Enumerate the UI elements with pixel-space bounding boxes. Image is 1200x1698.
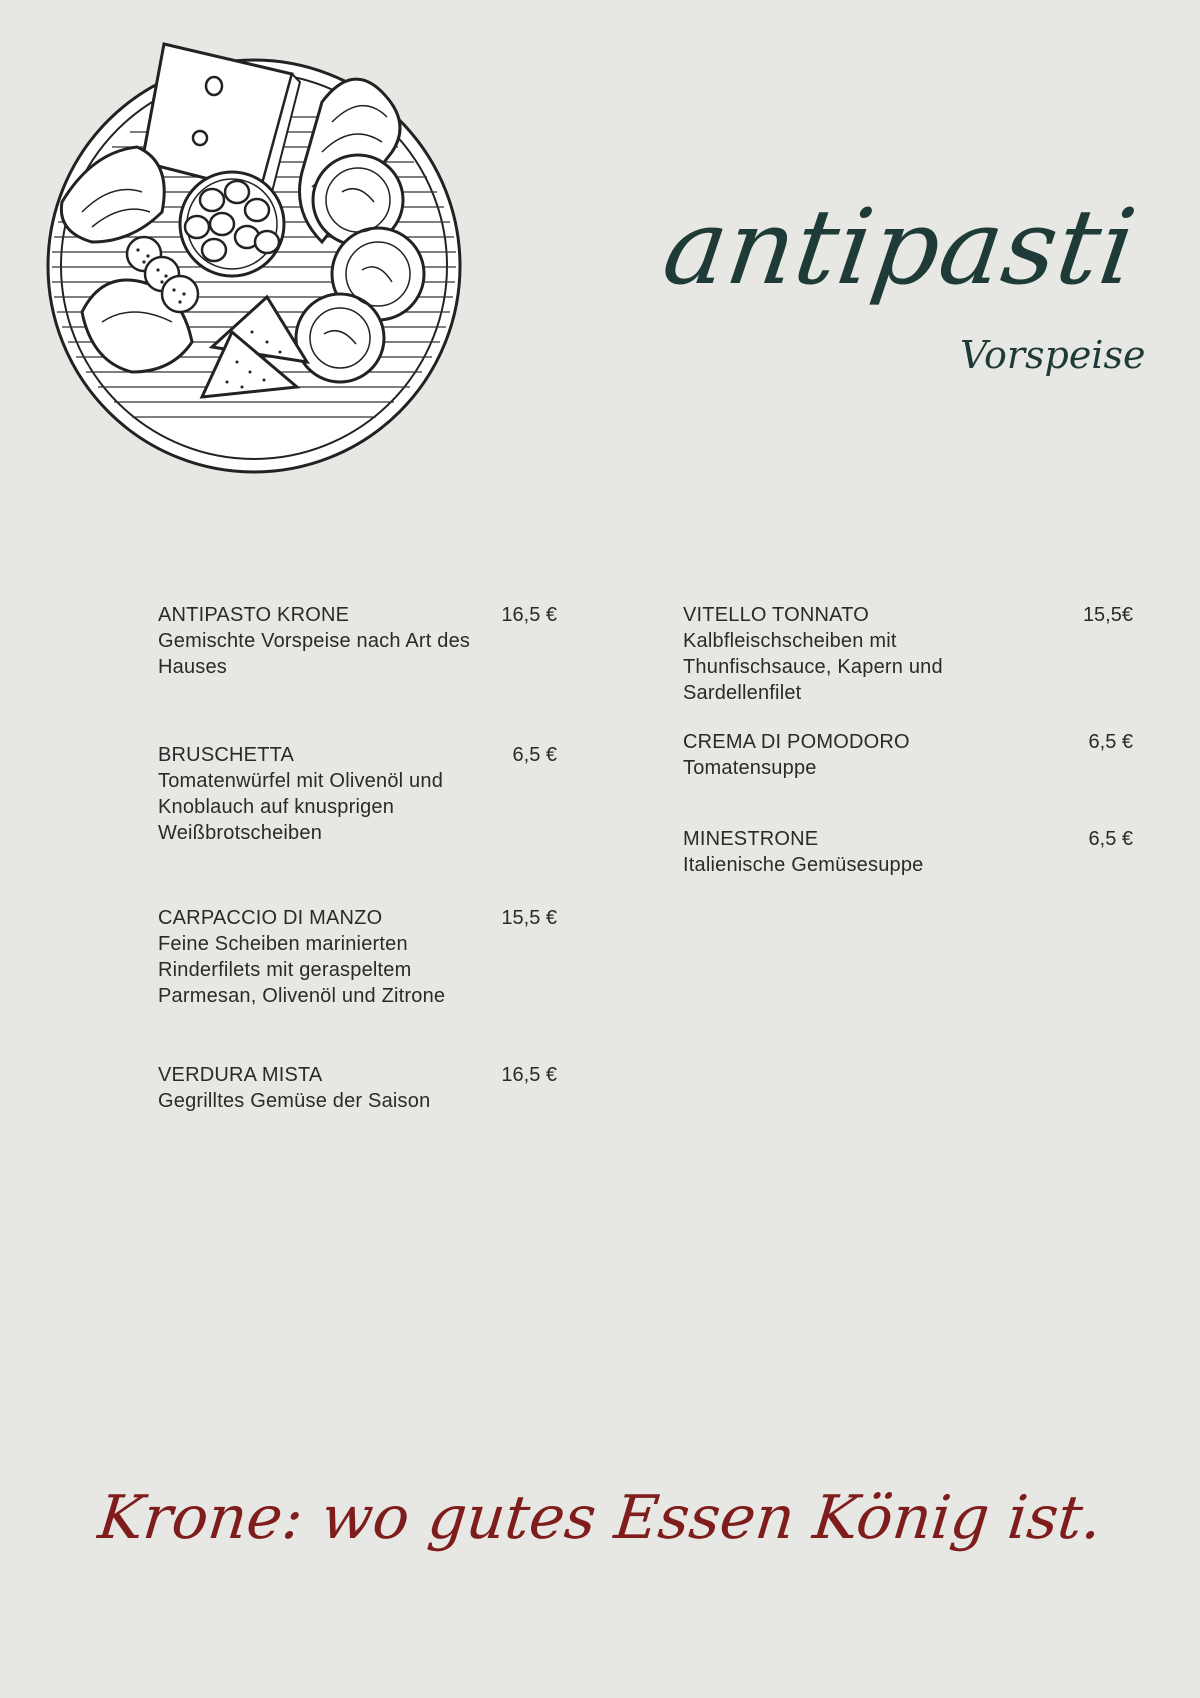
section-title: antipasti [656, 186, 1144, 308]
menu-item [683, 729, 1133, 781]
item-name: VERDURA MISTA [158, 1064, 323, 1086]
antipasti-platter-illustration [22, 42, 482, 482]
item-description: Italienische Gemüsesuppe [683, 854, 924, 876]
menu-item [158, 905, 608, 1009]
item-price: 16,5 € [501, 604, 557, 626]
item-price: 6,5 € [512, 744, 557, 766]
footer-slogan: Krone: wo gutes Essen König ist. [95, 1483, 1105, 1553]
item-name: CREMA DI POMODORO [683, 731, 910, 753]
item-description: Tomatenwürfel mit Olivenöl und Knoblauch auf knusprigen Weißbrotscheiben [158, 770, 444, 844]
menu-item [158, 602, 608, 680]
item-price: 6,5 € [1088, 731, 1133, 753]
item-description: Kalbfleischscheiben mit Thunfischsauce, Kapern und Sardellenfilet [683, 630, 943, 704]
item-price: 6,5 € [1088, 828, 1133, 850]
menu-item [158, 742, 608, 846]
section-subtitle: Vorspeise [960, 333, 1146, 377]
item-name: VITELLO TONNATO [683, 604, 870, 626]
item-name: BRUSCHETTA [158, 744, 295, 766]
item-name: MINESTRONE [683, 828, 819, 850]
item-description: Gemischte Vorspeise nach Art des Hauses [158, 630, 471, 678]
item-price: 16,5 € [501, 1064, 557, 1086]
item-name: CARPACCIO DI MANZO [158, 907, 383, 929]
menu-item [683, 826, 1133, 878]
menu-item [683, 602, 1133, 706]
item-name: ANTIPASTO KRONE [158, 604, 350, 626]
item-price: 15,5€ [1082, 604, 1133, 626]
item-price: 15,5 € [501, 907, 557, 929]
item-description: Feine Scheiben marinierten Rinderfilets mit geraspeltem Parmesan, Olivenöl und Zitrone [158, 933, 446, 1007]
item-description: Tomatensuppe [683, 757, 817, 779]
item-description: Gegrilltes Gemüse der Saison [158, 1090, 431, 1112]
menu-item [158, 1062, 608, 1114]
